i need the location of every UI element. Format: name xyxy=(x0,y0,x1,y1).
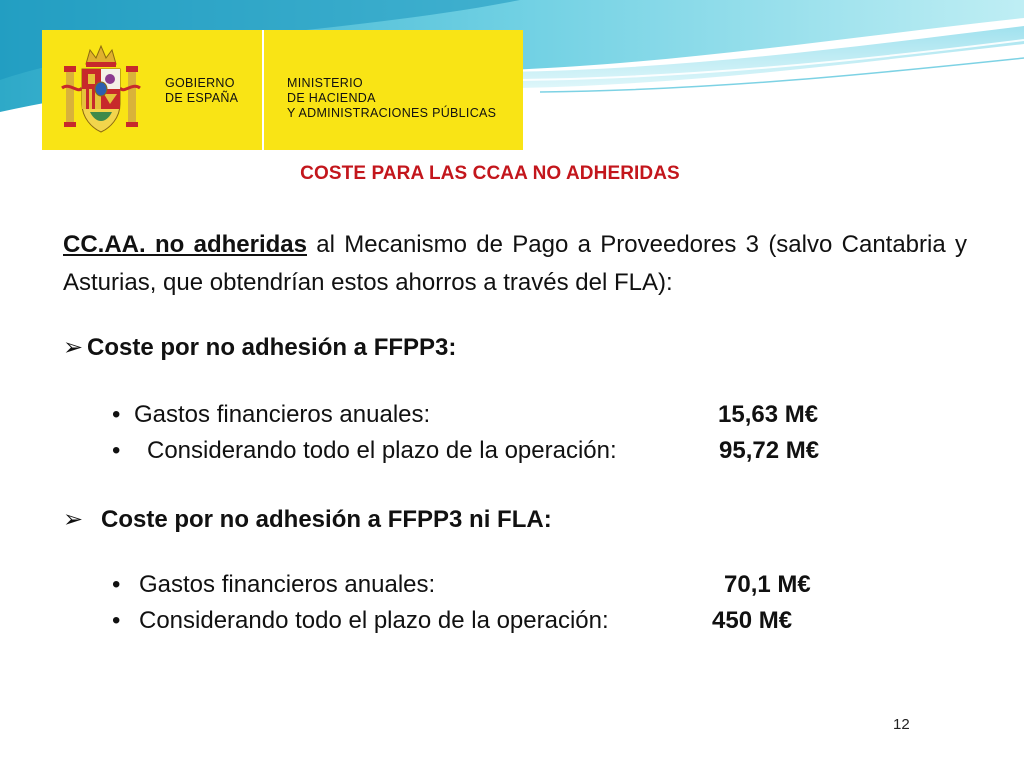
intro-emphasis: CC.AA. no adheridas xyxy=(63,231,307,258)
section-heading-text: Coste por no adhesión a FFPP3: xyxy=(87,334,457,361)
dot-bullet-icon: • xyxy=(112,437,121,464)
dot-bullet-icon: • xyxy=(112,401,121,428)
dot-bullet-icon: • xyxy=(112,607,121,634)
intro-paragraph xyxy=(63,226,967,302)
item-label: Considerando todo el plazo de la operación: xyxy=(147,437,617,464)
government-logo xyxy=(42,30,523,150)
section-heading xyxy=(63,505,552,535)
dot-bullet-icon: • xyxy=(112,571,121,598)
list-item xyxy=(112,400,430,430)
government-name-line: DE ESPAÑA xyxy=(165,91,239,105)
spanish-coat-of-arms-icon xyxy=(60,42,142,138)
page-number: 12 xyxy=(893,716,910,733)
slide-subtitle: COSTE PARA LAS CCAA NO ADHERIDAS xyxy=(300,163,680,184)
list-item xyxy=(112,606,609,636)
item-amount: 95,72 M€ xyxy=(719,437,820,464)
arrowhead-bullet-icon: ➢ xyxy=(63,334,84,361)
logo-divider xyxy=(262,30,264,150)
item-label: Gastos financieros anuales: xyxy=(134,401,431,428)
list-item xyxy=(112,436,617,466)
section-heading xyxy=(63,333,456,363)
intro-text: al Mecanismo de Pago a Proveedores 3 (salvo Cantabria y Asturias, que obtendrían estos ahorros a través del FLA): xyxy=(63,231,968,296)
item-label: Considerando todo el plazo de la operación: xyxy=(139,607,609,634)
list-item xyxy=(112,570,435,600)
government-name xyxy=(165,76,238,106)
ministry-name-line: Y ADMINISTRACIONES PÚBLICAS xyxy=(287,106,497,120)
item-amount: 450 M€ xyxy=(712,607,793,634)
item-label: Gastos financieros anuales: xyxy=(139,571,436,598)
item-amount: 70,1 M€ xyxy=(724,571,811,598)
ministry-name-line: MINISTERIO xyxy=(287,76,363,90)
ministry-name-line: DE HACIENDA xyxy=(287,91,376,105)
ministry-name xyxy=(287,76,496,121)
section-heading-text: Coste por no adhesión a FFPP3 ni FLA: xyxy=(101,506,552,533)
item-amount: 15,63 M€ xyxy=(718,401,819,428)
government-name-line: GOBIERNO xyxy=(165,76,235,90)
arrowhead-bullet-icon: ➢ xyxy=(63,506,84,533)
